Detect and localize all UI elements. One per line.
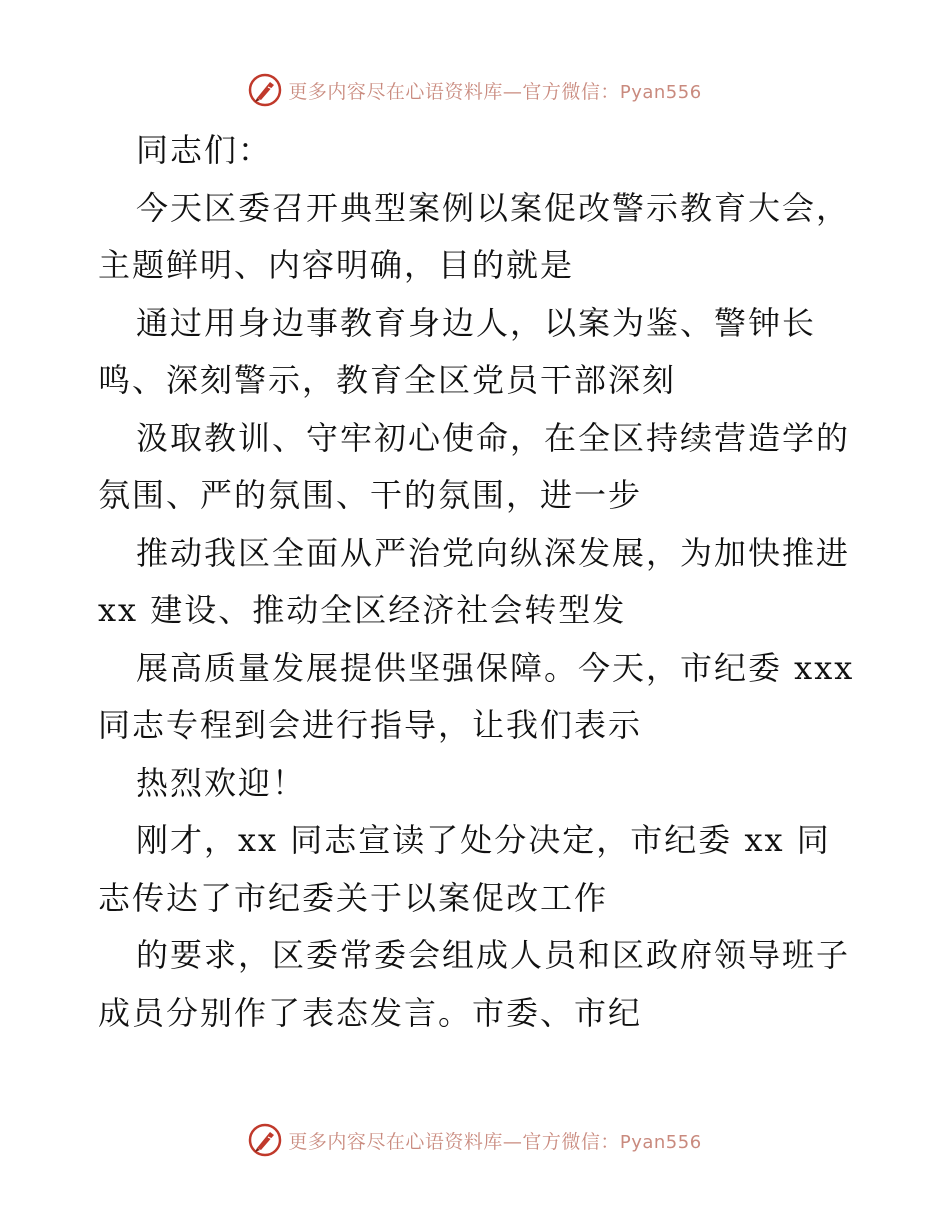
watermark-wechat-id: Pyan556 xyxy=(619,81,702,103)
paragraph-line: 同志们： xyxy=(136,131,273,169)
watermark-wechat-label: 官方微信： xyxy=(522,80,620,103)
watermark-separator: — xyxy=(502,1130,523,1153)
paragraph-line: 推动我区全面从严治党向纵深发展，为加快推进 xyxy=(136,533,851,572)
paragraph-line: xx 建设、推动全区经济社会转型发 xyxy=(98,591,627,629)
watermark-wechat-id: Pyan556 xyxy=(619,1131,702,1153)
paragraph-line: 通过用身边事教育身边人，以案为鉴、警钟长 xyxy=(136,303,817,342)
watermark-separator: — xyxy=(502,80,523,103)
paragraph-line: 志传达了市纪委关于以案促改工作 xyxy=(98,878,609,917)
quill-logo-icon xyxy=(248,73,282,107)
watermark-wechat-label: 官方微信： xyxy=(522,1130,620,1153)
document-body xyxy=(98,122,858,1042)
paragraph-line: 主题鲜明、内容明确，目的就是 xyxy=(98,246,575,284)
paragraph-line: 刚才，xx 同志宣读了处分决定，市纪委 xx 同 xyxy=(136,821,831,859)
paragraph-line: 氛围、严的氛围、干的氛围，进一步 xyxy=(98,476,643,514)
paragraph-line: 的要求，区委常委会组成人员和区政府领导班子 xyxy=(136,936,851,974)
paragraph-line: 同志专程到会进行指导，让我们表示 xyxy=(98,706,643,744)
footer-watermark xyxy=(0,1120,950,1160)
paragraph-line: 展高质量发展提供坚强保障。今天，市纪委 xxx xyxy=(136,648,855,687)
quill-logo-icon xyxy=(248,1123,282,1157)
paragraph-line: 成员分别作了表态发言。市委、市纪 xyxy=(98,993,643,1032)
watermark-text-cn: 更多内容尽在心语资料库 xyxy=(288,80,503,103)
paragraph-line: 今天区委召开典型案例以案促改警示教育大会， xyxy=(136,188,851,227)
watermark-text-cn: 更多内容尽在心语资料库 xyxy=(288,1130,503,1153)
paragraph-line: 汲取教训、守牢初心使命，在全区持续营造学的 xyxy=(136,418,851,457)
paragraph-line: 鸣、深刻警示，教育全区党员干部深刻 xyxy=(98,361,677,399)
paragraph-line: 热烈欢迎！ xyxy=(136,763,307,802)
header-watermark xyxy=(0,70,950,110)
